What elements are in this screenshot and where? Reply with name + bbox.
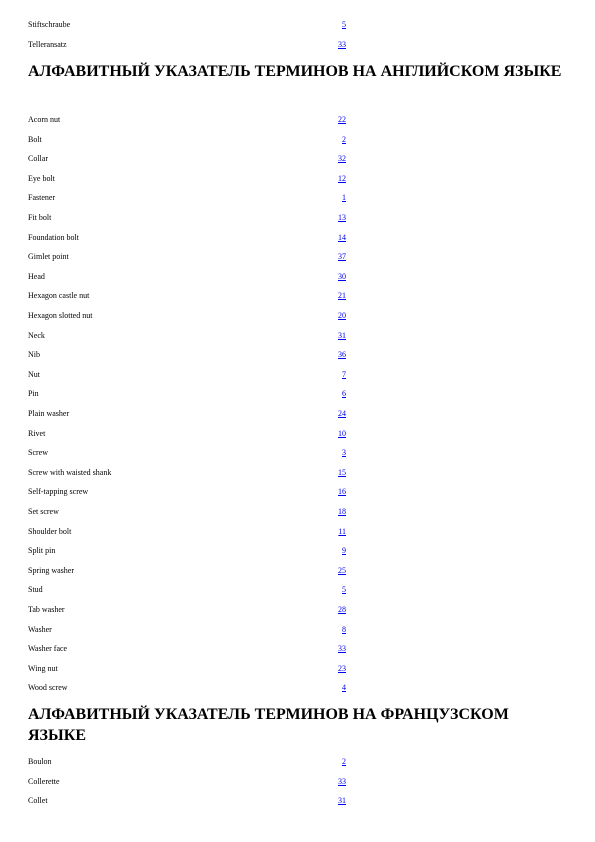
index-entry <box>0 681 595 695</box>
index-entry <box>0 446 595 460</box>
page-number-link[interactable]: 22 <box>338 115 346 124</box>
index-entry <box>0 211 595 225</box>
page-number-link[interactable]: 20 <box>338 311 346 320</box>
page-number-link[interactable]: 1 <box>342 193 346 203</box>
index-term: Bolt <box>28 134 42 144</box>
page-number-link[interactable]: 33 <box>338 776 346 786</box>
index-entry <box>0 564 595 578</box>
page-number-link[interactable]: 2 <box>342 757 346 766</box>
page-number-link[interactable]: 11 <box>338 526 346 536</box>
index-entry <box>0 289 595 303</box>
index-term: Head <box>28 271 45 281</box>
page-number-link[interactable]: 6 <box>342 389 346 399</box>
page-number-link[interactable]: 21 <box>338 291 346 301</box>
index-term: Stud <box>28 585 43 595</box>
index-term: Acorn nut <box>28 115 61 124</box>
index-entry <box>0 133 595 147</box>
index-entry <box>0 583 595 597</box>
index-term: Nib <box>28 350 40 360</box>
index-entry <box>0 309 595 323</box>
index-term: Split pin <box>28 546 56 556</box>
index-term: Boulon <box>28 757 52 766</box>
page-number-link[interactable]: 32 <box>338 154 346 164</box>
index-term: Nut <box>28 369 40 379</box>
index-entry <box>0 794 595 808</box>
index-term: Plain washer <box>28 409 70 418</box>
page-number-link[interactable]: 14 <box>338 232 346 242</box>
page-number-link[interactable]: 18 <box>338 507 346 516</box>
index-term: Rivet <box>28 428 46 438</box>
page-number-link[interactable]: 15 <box>338 467 346 477</box>
index-term: Collar <box>28 154 48 164</box>
index-term: Washer face <box>28 644 68 654</box>
index-entry <box>0 505 595 519</box>
page-number-link[interactable]: 10 <box>338 428 346 438</box>
index-entry <box>0 755 595 769</box>
index-entry <box>0 172 595 186</box>
page-number-link[interactable]: 25 <box>338 565 346 575</box>
page-number-link[interactable]: 31 <box>338 330 346 340</box>
page-number-link[interactable]: 33 <box>338 39 346 49</box>
page-number-link[interactable]: 8 <box>342 624 346 634</box>
index-term: Tab washer <box>28 605 65 614</box>
index-entry <box>0 427 595 441</box>
french-index-heading: АЛФАВИТНЫЙ УКАЗАТЕЛЬ ТЕРМИНОВ НА ФРАНЦУЗСКОМ ЯЗЫКЕ <box>28 706 509 744</box>
index-term: Pin <box>28 389 39 399</box>
index-term: Spring washer <box>28 565 74 575</box>
page-number-link[interactable]: 16 <box>338 487 346 497</box>
page-number-link[interactable]: 4 <box>342 683 346 693</box>
index-term: Shoulder bolt <box>28 526 72 536</box>
index-entry <box>0 407 595 421</box>
index-entry <box>0 231 595 245</box>
index-entry <box>0 152 595 166</box>
index-term: Stiftschraube <box>28 20 71 29</box>
page-number-link[interactable]: 31 <box>338 796 346 806</box>
index-term: Gimlet point <box>28 252 69 262</box>
index-entry <box>0 329 595 343</box>
index-term: Screw <box>28 448 48 458</box>
page-number-link[interactable]: 30 <box>338 271 346 281</box>
page-number-link[interactable]: 28 <box>338 605 346 614</box>
index-entry <box>0 485 595 499</box>
index-entry <box>0 270 595 284</box>
index-term: Wood screw <box>28 683 68 693</box>
index-term: Neck <box>28 330 45 340</box>
index-term: Self-tapping screw <box>28 487 89 497</box>
index-term: Telleransatz <box>28 39 67 49</box>
page-number-link[interactable]: 5 <box>342 585 346 595</box>
index-entry <box>0 623 595 637</box>
english-index-heading: АЛФАВИТНЫЙ УКАЗАТЕЛЬ ТЕРМИНОВ НА АНГЛИЙСКОМ ЯЗЫКЕ <box>28 63 562 80</box>
index-entry <box>0 544 595 558</box>
page-number-link[interactable]: 12 <box>338 173 346 183</box>
page-number-link[interactable]: 2 <box>342 134 346 144</box>
index-term: Collerette <box>28 776 60 786</box>
page-number-link[interactable]: 3 <box>342 448 346 458</box>
index-term: Screw with waisted shank <box>28 467 112 477</box>
index-entry <box>0 250 595 264</box>
page-number-link[interactable]: 33 <box>338 644 346 654</box>
index-term: Fastener <box>28 193 56 203</box>
page-number-link[interactable]: 23 <box>338 663 346 673</box>
index-entry <box>0 466 595 480</box>
page-number-link[interactable]: 37 <box>338 252 346 262</box>
page-number-link[interactable]: 36 <box>338 350 346 360</box>
page-number-link[interactable]: 13 <box>338 213 346 222</box>
index-term: Hexagon slotted nut <box>28 311 93 320</box>
index-term: Eye bolt <box>28 173 55 183</box>
index-entry <box>0 662 595 676</box>
index-entry <box>0 191 595 205</box>
page-number-link[interactable]: 7 <box>342 369 346 379</box>
index-entry <box>0 368 595 382</box>
index-entry <box>0 38 595 52</box>
page-number-link[interactable]: 5 <box>342 20 346 29</box>
index-term: Hexagon castle nut <box>28 291 90 301</box>
index-term: Washer <box>28 624 52 634</box>
index-entry <box>0 387 595 401</box>
index-entry <box>0 525 595 539</box>
index-entry <box>0 18 595 32</box>
index-entry <box>0 348 595 362</box>
index-term: Fit bolt <box>28 213 52 222</box>
index-entry <box>0 113 595 127</box>
index-term: Collet <box>28 796 48 806</box>
page-number-link[interactable]: 9 <box>342 546 346 556</box>
index-term: Set screw <box>28 507 59 516</box>
index-entry <box>0 603 595 617</box>
index-entry <box>0 642 595 656</box>
page-number-link[interactable]: 24 <box>338 409 346 418</box>
index-term: Wing nut <box>28 663 58 673</box>
index-term: Foundation bolt <box>28 232 79 242</box>
index-entry <box>0 775 595 789</box>
